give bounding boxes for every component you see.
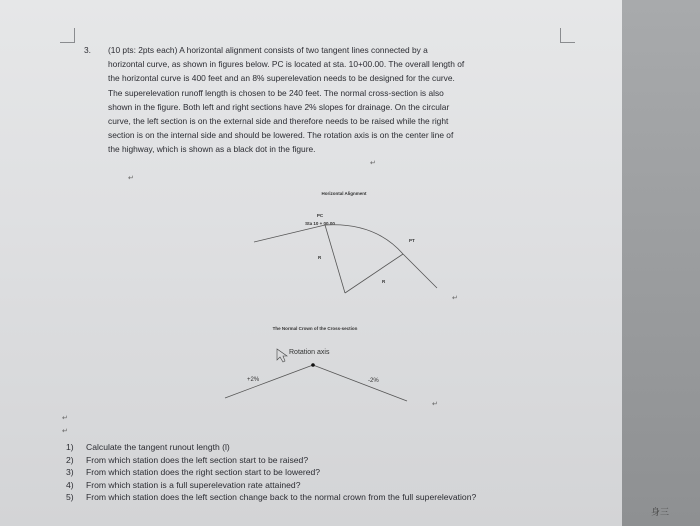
radius-line <box>345 254 403 293</box>
watermark: 身三 <box>651 508 670 518</box>
pt-label: PT <box>409 238 415 243</box>
problem-line: the horizontal curve is 400 feet and an 8% superelevation needs to be designed for the curve. <box>108 73 455 84</box>
paragraph-mark: ↵ <box>62 415 68 422</box>
question-number: 1) <box>66 442 74 452</box>
question-item <box>66 479 626 492</box>
problem-line: curve, the left section is on the external side and therefore needs to be raised while the right <box>108 116 449 127</box>
problem-line: shown in the figure. Both left and right sections have 2% slopes for drainage. On the circular <box>108 101 450 112</box>
figure1-title: Horizontal Alignment <box>321 191 367 196</box>
problem-line: the highway, which is shown as a black dot in the figure. <box>108 144 316 155</box>
paragraph-mark: ↵ <box>432 401 438 408</box>
paragraph-mark: ↵ <box>370 160 376 167</box>
paragraph-mark: ↵ <box>452 295 458 302</box>
problem-line: horizontal curve, as shown in figures below. PC is located at sta. 10+00.00. The overall length of <box>108 59 465 70</box>
problem-number: 3. <box>84 45 91 55</box>
right-slope-label: -2% <box>368 378 379 384</box>
problem-line: section is on the internal side and should be lowered. The rotation axis is on the center line of <box>108 130 454 141</box>
horizontal-curve <box>325 225 403 254</box>
question-text: From which station does the right section start to be lowered? <box>86 467 321 477</box>
paragraph-mark: ↵ <box>62 428 68 435</box>
rotation-axis-label: Rotation axis <box>289 349 330 356</box>
problem-line: The superelevation runoff length is chosen to be 240 feet. The normal cross-section is also <box>108 87 444 98</box>
question-text: Calculate the tangent runout length (l) <box>86 442 230 452</box>
radius-label: R <box>318 255 322 260</box>
question-number: 3) <box>66 467 74 477</box>
radius-line <box>325 225 345 293</box>
problem-line: (10 pts: 2pts each) A horizontal alignment consists of two tangent lines connected by a <box>108 45 428 55</box>
paragraph-mark: ↵ <box>128 175 134 182</box>
question-number: 5) <box>66 492 74 502</box>
tangent-line-back <box>254 225 325 242</box>
question-number: 2) <box>66 454 74 465</box>
tangent-line-ahead <box>403 254 437 288</box>
crown-left-slope <box>225 365 313 398</box>
figure2-title: The Normal Crown of the Cross-section <box>272 326 358 331</box>
pc-station-label: Sta 10 + 00.00 <box>305 221 335 226</box>
left-slope-label: +2% <box>247 377 260 383</box>
question-text: From which station does the left section change back to the normal crown from the full superelevation? <box>86 492 477 502</box>
pc-label: PC <box>316 213 324 218</box>
question-list <box>66 441 626 504</box>
question-item <box>66 454 626 467</box>
radius-label: R <box>382 279 386 284</box>
question-text: From which station is a full superelevation rate attained? <box>86 479 301 490</box>
question-text: From which station does the left section start to be raised? <box>86 454 309 465</box>
question-item <box>66 491 626 504</box>
question-item <box>66 466 626 479</box>
question-item <box>66 441 626 454</box>
question-number: 4) <box>66 479 74 490</box>
rotation-axis-dot <box>311 363 315 367</box>
cursor-arrow-icon <box>277 349 287 362</box>
crown-right-slope <box>313 365 407 401</box>
